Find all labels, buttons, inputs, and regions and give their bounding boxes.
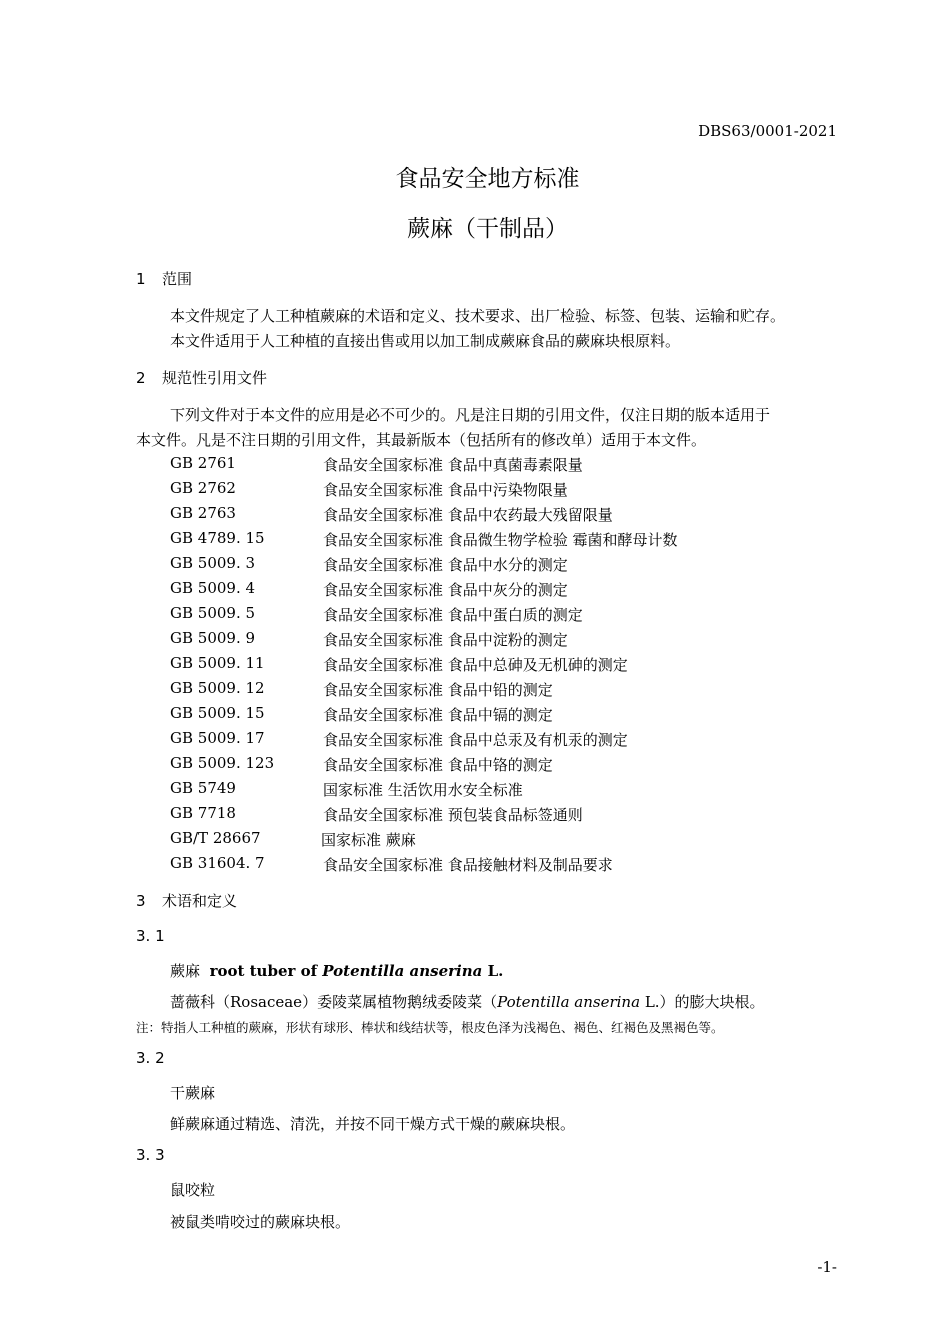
term-definition: 被鼠类啃咬过的蕨麻块根。 — [170, 1213, 351, 1231]
paragraph: 本文件规定了人工种植蕨麻的术语和定义、技术要求、出厂检验、标签、包装、运输和贮存。 — [170, 307, 786, 325]
section-1-heading — [136, 268, 192, 289]
reference-code: GB 5009. 11 — [170, 654, 265, 672]
reference-code: GB 31604. 7 — [170, 854, 265, 872]
section-number: 2 — [136, 369, 146, 387]
reference-title: 食品安全国家标准 食品中总汞及有机汞的测定 — [323, 731, 628, 749]
section-title: 术语和定义 — [162, 892, 238, 910]
reference-title: 食品安全国家标准 食品中灰分的测定 — [323, 581, 568, 599]
document-title: 食品安全地方标准 — [395, 166, 580, 192]
term-heading: 干蕨麻 — [170, 1084, 216, 1102]
reference-title: 食品安全国家标准 食品中总砷及无机砷的测定 — [323, 656, 628, 674]
reference-code: GB 5749 — [170, 779, 236, 797]
reference-title: 食品安全国家标准 食品中蛋白质的测定 — [323, 606, 583, 624]
reference-code: GB 5009. 5 — [170, 604, 256, 622]
reference-title: 食品安全国家标准 食品中污染物限量 — [323, 481, 568, 499]
definition-text: 蔷薇科（Rosaceae）委陵菜属植物鹅绒委陵菜（ — [170, 993, 498, 1011]
document-subtitle: 蕨麻（干制品） — [407, 216, 568, 242]
reference-title: 食品安全国家标准 食品接触材料及制品要求 — [323, 856, 613, 874]
reference-code: GB 5009. 4 — [170, 579, 256, 597]
term-heading — [170, 960, 503, 981]
clause-number: 3. 3 — [136, 1146, 165, 1164]
paragraph: 本文件。凡是不注日期的引用文件，其最新版本（包括所有的修改单）适用于本文件。 — [136, 431, 707, 449]
reference-code: GB 2763 — [170, 504, 236, 522]
reference-code: GB 5009. 9 — [170, 629, 256, 647]
term-definition: 鲜蕨麻通过精选、清洗，并按不同干燥方式干燥的蕨麻块根。 — [170, 1115, 576, 1133]
reference-title: 食品安全国家标准 食品微生物学检验 霉菌和酵母计数 — [323, 531, 678, 549]
reference-title: 食品安全国家标准 预包装食品标签通则 — [323, 806, 583, 824]
reference-title: 食品安全国家标准 食品中镉的测定 — [323, 706, 553, 724]
clause-number: 3. 1 — [136, 927, 165, 945]
reference-title: 国家标准 生活饮用水安全标准 — [323, 781, 523, 799]
reference-title: 食品安全国家标准 食品中铬的测定 — [323, 756, 553, 774]
term-heading: 鼠咬粒 — [170, 1181, 216, 1199]
reference-title: 食品安全国家标准 食品中真菌毒素限量 — [323, 456, 583, 474]
reference-code: GB 5009. 3 — [170, 554, 256, 572]
reference-title: 食品安全国家标准 食品中农药最大残留限量 — [323, 506, 613, 524]
reference-code: GB 5009. 123 — [170, 754, 275, 772]
reference-code: GB 5009. 17 — [170, 729, 265, 747]
term-en-suffix: L. — [482, 962, 504, 980]
reference-title: 食品安全国家标准 食品中淀粉的测定 — [323, 631, 568, 649]
section-3-heading — [136, 890, 237, 911]
definition-suffix: L.）的膨大块根。 — [640, 993, 765, 1011]
term-note: 注：特指人工种植的蕨麻，形状有球形、棒状和线结状等，根皮色泽为浅褐色、褐色、红褐色及黑褐色等。 — [136, 1020, 724, 1035]
term-definition — [170, 991, 765, 1012]
page-number: -1- — [817, 1258, 837, 1276]
clause-number: 3. 2 — [136, 1049, 165, 1067]
reference-code: GB/T 28667 — [170, 829, 261, 847]
reference-title: 国家标准 蕨麻 — [321, 831, 416, 849]
term-en-latin: Potentilla anserina — [322, 962, 483, 980]
standard-code: DBS63/0001-2021 — [698, 122, 837, 140]
section-2-heading — [136, 367, 267, 388]
section-number: 3 — [136, 892, 146, 910]
reference-code: GB 5009. 15 — [170, 704, 265, 722]
reference-title: 食品安全国家标准 食品中水分的测定 — [323, 556, 568, 574]
definition-latin: Potentilla anserina — [497, 993, 641, 1011]
term-en: root tuber of — [209, 962, 323, 980]
term-cn: 蕨麻 — [170, 962, 201, 980]
section-title: 规范性引用文件 — [162, 369, 268, 387]
reference-code: GB 4789. 15 — [170, 529, 265, 547]
reference-code: GB 7718 — [170, 804, 236, 822]
reference-code: GB 2762 — [170, 479, 236, 497]
reference-title: 食品安全国家标准 食品中铅的测定 — [323, 681, 553, 699]
paragraph: 本文件适用于人工种植的直接出售或用以加工制成蕨麻食品的蕨麻块根原料。 — [170, 332, 681, 350]
paragraph: 下列文件对于本文件的应用是必不可少的。凡是注日期的引用文件，仅注日期的版本适用于 — [170, 406, 771, 424]
section-title: 范围 — [162, 270, 193, 288]
reference-code: GB 2761 — [170, 454, 236, 472]
section-number: 1 — [136, 270, 146, 288]
reference-code: GB 5009. 12 — [170, 679, 265, 697]
